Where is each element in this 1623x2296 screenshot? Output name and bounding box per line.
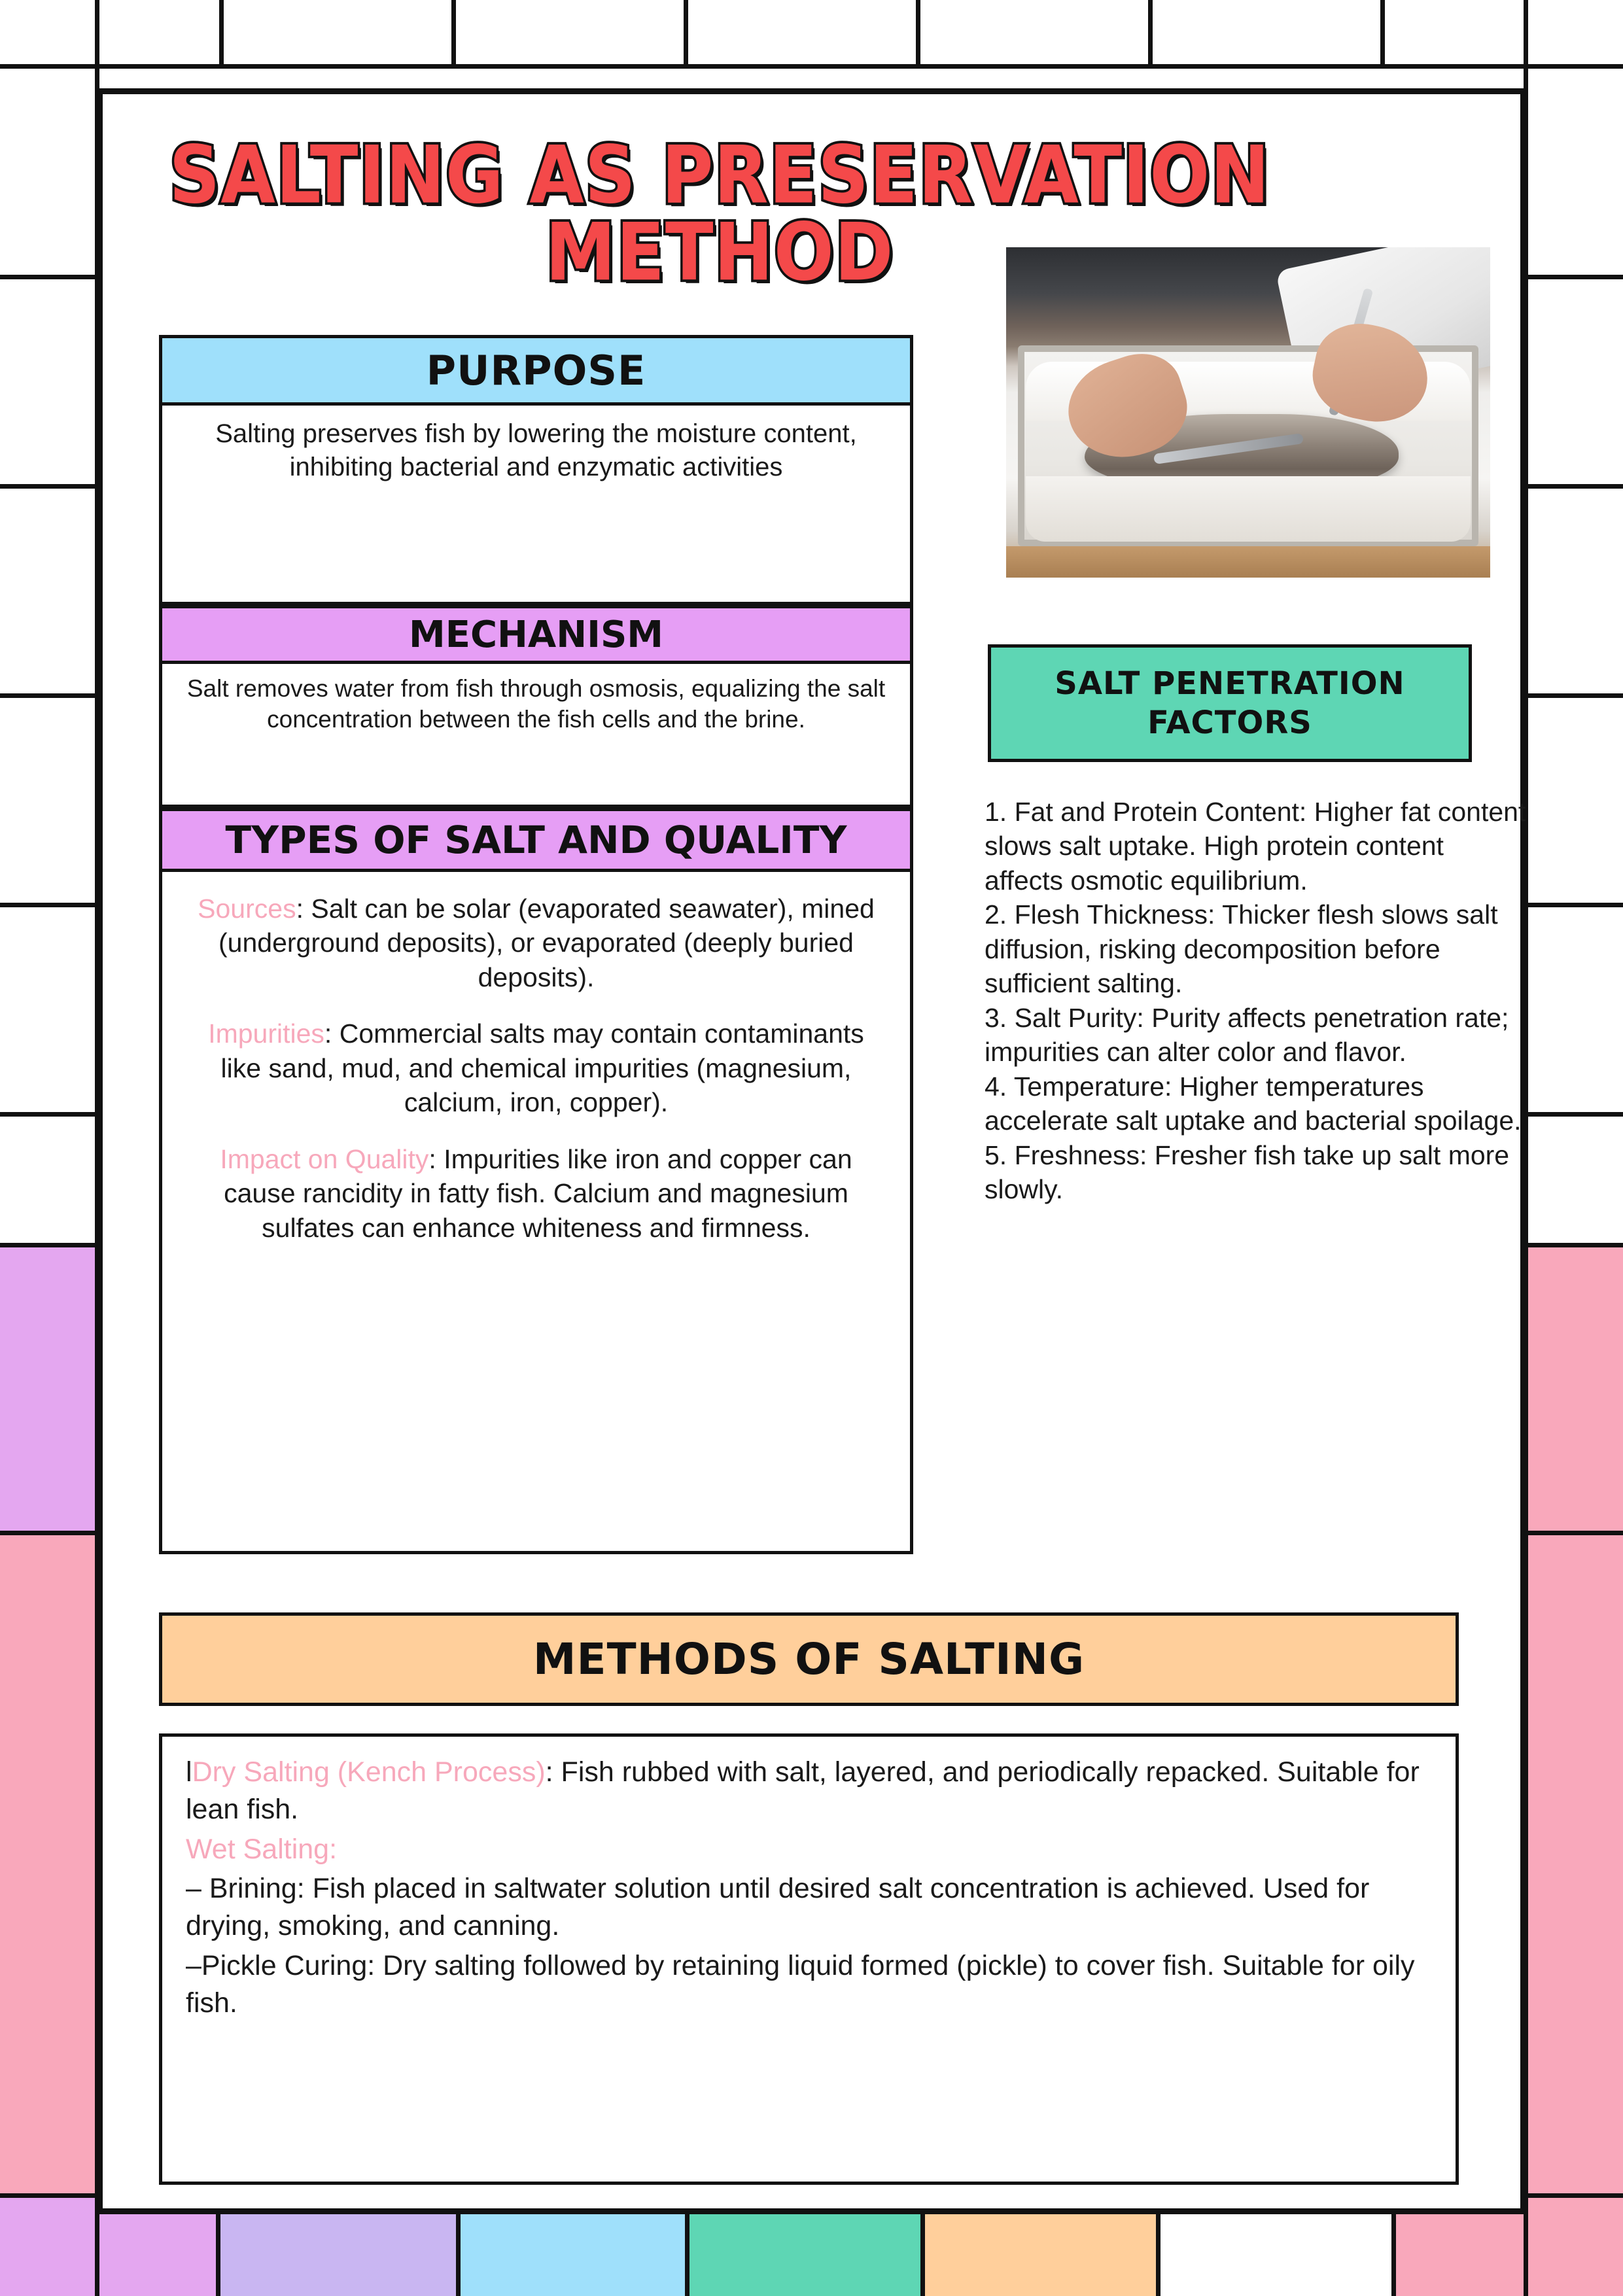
- decor-line: [1148, 0, 1153, 69]
- salt-penetration-list: [985, 795, 1527, 1207]
- mechanism-text: Salt removes water from fish through osmosis, equalizing the salt concentration between the fish cells and the brine.: [186, 675, 886, 733]
- decor-line: [684, 0, 688, 69]
- dry-salting-paragraph: [186, 1754, 1432, 1828]
- list-item: 1. Fat and Protein Content: Higher fat content slows salt uptake. High protein content affects osmotic equilibrium.: [985, 797, 1526, 896]
- decor-line: [0, 1112, 99, 1117]
- decor-line: [0, 903, 99, 907]
- wet-salting-paragraph: [186, 1831, 1432, 1868]
- decor-line: [0, 1531, 99, 1535]
- salt-penetration-heading: [988, 644, 1472, 762]
- fish-in-salt-photo: [1006, 247, 1490, 578]
- decor-line: [0, 484, 99, 489]
- types-item-text: : Salt can be solar (evaporated seawater), mined (underground deposits), or evaporated (deeply buried deposits).: [218, 894, 875, 992]
- decor-line: [451, 0, 456, 69]
- decor-line: [1524, 903, 1623, 907]
- methods-of-salting-heading: METHODS OF SALTING: [159, 1612, 1459, 1706]
- types-item-label: Impurities: [208, 1018, 324, 1049]
- decor-line: [219, 0, 224, 69]
- brining-paragraph: – Brining: Fish placed in saltwater solution until desired salt concentration is achieved. Used for drying, smoking, and canning.: [186, 1873, 1370, 1941]
- purpose-text: Salting preserves fish by lowering the moisture content, inhibiting bacterial and enzymatic activities: [215, 419, 857, 482]
- types-item: [186, 892, 886, 994]
- decor-line: [0, 693, 99, 698]
- types-item: [186, 1142, 886, 1245]
- decor-line: [1380, 0, 1385, 69]
- title-line-2: METHOD: [545, 207, 894, 299]
- types-item: [186, 1017, 886, 1119]
- list-item: 3. Salt Purity: Purity affects penetration rate; impurities can alter color and flavor.: [985, 1002, 1509, 1068]
- decor-line: [0, 64, 1623, 69]
- decor-line: [1524, 1112, 1623, 1117]
- list-item: 5. Freshness: Fresher fish take up salt more slowly.: [985, 1139, 1510, 1205]
- list-item: 2. Flesh Thickness: Thicker flesh slows salt diffusion, risking decomposition before sufficient salting.: [985, 899, 1498, 999]
- mechanism-heading: MECHANISM: [159, 605, 913, 664]
- salt-penetration-heading-line-2: FACTORS: [1147, 704, 1312, 741]
- decor-block: [0, 1243, 97, 1531]
- decor-line: [1524, 275, 1623, 279]
- decor-line: [1524, 693, 1623, 698]
- decor-line: [1524, 1243, 1623, 1247]
- photo-salt-lower: [1026, 476, 1471, 542]
- decor-line: [1524, 484, 1623, 489]
- photo-table: [1006, 546, 1490, 578]
- pickle-curing-paragraph: –Pickle Curing: Dry salting followed by retaining liquid formed (pickle) to cover fish. Suitable for oily fish.: [186, 1949, 1415, 2019]
- decor-block: [1526, 1243, 1623, 2198]
- types-of-salt-panel: [159, 872, 913, 1554]
- decor-line: [0, 275, 99, 279]
- types-item-text: : Impurities like iron and copper can cause rancidity in fatty fish. Calcium and magnesium sulfates can enhance whiteness and firmness.: [224, 1143, 852, 1243]
- title-line-1: SALTING AS PRESERVATION: [169, 130, 1270, 222]
- decor-line: [1524, 1531, 1623, 1535]
- methods-of-salting-panel: [159, 1733, 1459, 2185]
- dry-salting-label: Dry Salting (Kench Process): [192, 1756, 546, 1788]
- types-of-salt-heading: TYPES OF SALT AND QUALITY: [159, 808, 913, 872]
- decor-line: [916, 0, 920, 69]
- wet-salting-label: Wet Salting:: [186, 1833, 338, 1865]
- salt-penetration-heading-line-1: SALT PENETRATION: [1055, 665, 1405, 702]
- purpose-panel: [159, 406, 913, 605]
- purpose-heading: PURPOSE: [159, 335, 913, 406]
- dry-salting-text: : Fish rubbed with salt, layered, and periodically repacked. Suitable for lean fish.: [186, 1756, 1420, 1825]
- mechanism-panel: [159, 664, 913, 808]
- types-item-label: Impact on Quality: [220, 1143, 429, 1174]
- salt-penetration-items: [985, 795, 1527, 1207]
- types-item-text: : Commercial salts may contain contaminants like sand, mud, and chemical impurities (magnesium, calcium, iron, copper).: [220, 1018, 864, 1118]
- types-item-label: Sources: [198, 894, 296, 924]
- dry-salting-prefix: l: [186, 1756, 192, 1788]
- list-item: 4. Temperature: Higher temperatures accelerate salt uptake and bacterial spoilage.: [985, 1071, 1522, 1136]
- decor-block: [0, 1531, 97, 2198]
- decor-line: [0, 1243, 99, 1247]
